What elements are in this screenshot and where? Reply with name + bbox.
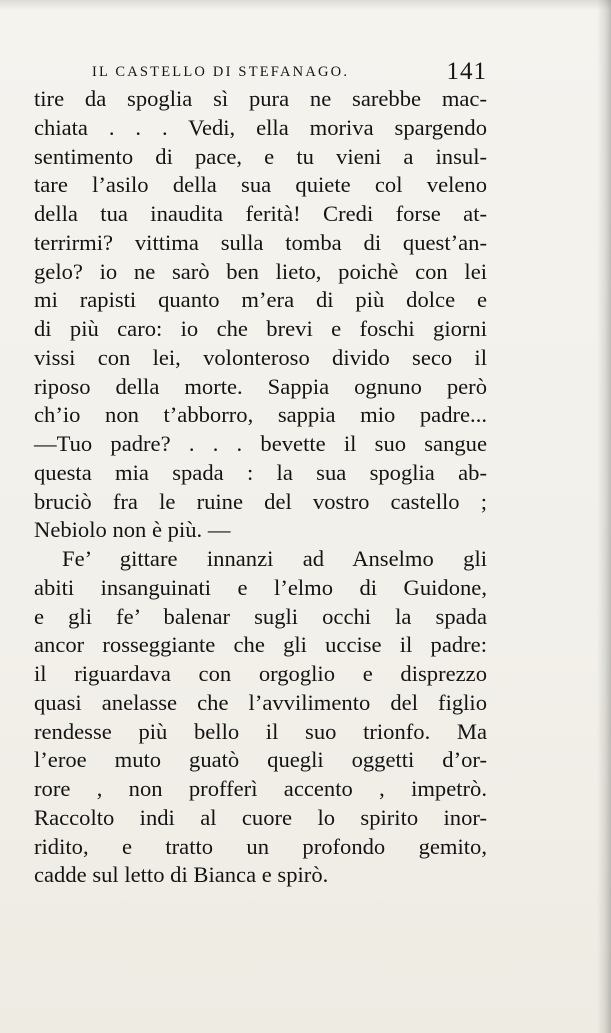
body-text (34, 85, 487, 890)
text-line: mi rapisti quanto m’era di più dolce e (34, 287, 487, 313)
text-line: Fe’ gittare innanzi ad Anselmo gli (62, 546, 487, 571)
paragraph (34, 85, 487, 545)
text-line: quasi anelasse che l’avvilimento del figlio (34, 689, 487, 715)
page-header (92, 58, 487, 88)
text-line: chiata . . . Vedi, ella moriva spargendo (34, 114, 487, 140)
text-line: rore , non profferì accento , impetrò. (34, 776, 487, 801)
text-line: tire da spoglia sì pura ne sarebbe mac- (34, 86, 487, 111)
text-line: Nebiolo non è più. — (34, 517, 231, 543)
text-line: ancor rosseggiante che gli uccise il padre: (34, 632, 487, 658)
text-line: —Tuo padre? . . . bevette il suo sangue (34, 431, 487, 456)
text-line: abiti insanguinati e l’elmo di Guidone, (34, 574, 487, 600)
page-edge-shadow (597, 0, 611, 1033)
text-line: Raccolto indi al cuore lo spirito inor- (34, 804, 487, 830)
text-line: cadde sul letto di Bianca e spirò. (34, 862, 329, 888)
page-number: 141 (446, 58, 487, 85)
text-line: della tua inaudita ferità! Credi forse at- (34, 201, 487, 226)
text-line: questa mia spada : la sua spoglia ab- (34, 459, 487, 485)
text-line: il riguardava con orgoglio e disprezzo (34, 661, 487, 686)
page-top-shadow (0, 0, 611, 10)
text-line: di più caro: io che brevi e foschi giorni (34, 316, 487, 341)
text-line: riposo della morte. Sappia ognuno però (34, 373, 487, 399)
text-line: e gli fe’ balenar sugli occhi la spada (34, 603, 487, 629)
text-line: l’eroe muto guatò quegli oggetti d’or- (34, 747, 487, 773)
running-head: IL CASTELLO DI STEFANAGO. (92, 64, 350, 80)
text-line: rendesse più bello il suo trionfo. Ma (34, 718, 487, 744)
text-line: terrirmi? vittima sulla tomba di quest’an- (34, 229, 487, 255)
text-line: ridito, e tratto un profondo gemito, (34, 833, 487, 859)
text-line: sentimento di pace, e tu vieni a insul- (34, 143, 487, 169)
text-line: bruciò fra le ruine del vostro castello ; (34, 488, 487, 514)
text-line: tare l’asilo della sua quiete col veleno (34, 172, 487, 198)
text-line: vissi con lei, volonteroso divido seco il (34, 344, 487, 370)
text-line: gelo? io ne sarò ben lieto, poichè con lei (34, 258, 487, 284)
text-line: ch’io non t’abborro, sappia mio padre... (34, 402, 487, 428)
paragraph (34, 545, 487, 890)
